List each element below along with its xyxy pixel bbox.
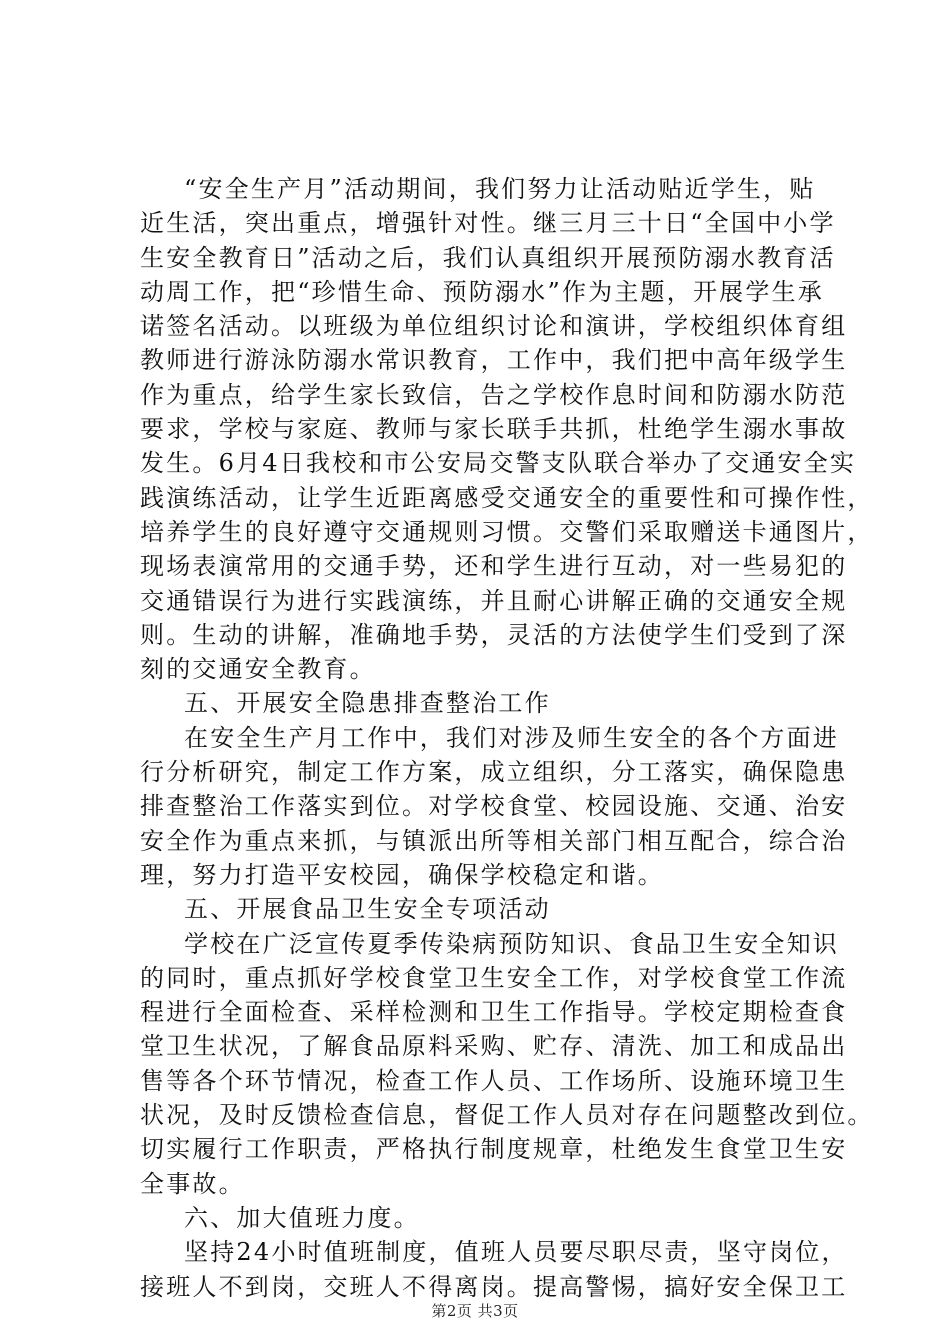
text-line: “安全生产月”活动期间，我们努力让活动贴近学生，贴 [184, 175, 816, 203]
text-line: 五、开展安全隐患排查整治工作 [184, 689, 551, 718]
text-line: 堂卫生状况，了解食品原料采购、贮存、清洗、加工和成品出 [140, 1032, 848, 1061]
text-line: 安全作为重点来抓，与镇派出所等相关部门相互配合，综合治 [140, 826, 848, 855]
text-line: 生安全教育日”活动之后，我们认真组织开展预防溺水教育活 [140, 243, 836, 272]
text-line: 教师进行游泳防溺水常识教育，工作中，我们把中高年级学生 [140, 346, 848, 375]
text-line: 则。生动的讲解，准确地手势，灵活的方法使学生们受到了深 [140, 620, 848, 649]
text-line: 刻的交通安全教育。 [140, 655, 376, 684]
text-line: 六、加大值班力度。 [184, 1203, 420, 1232]
text-line: 诺签名活动。以班级为单位组织讨论和演讲，学校组织体育组 [140, 312, 848, 341]
text-line: 的同时，重点抓好学校食堂卫生安全工作，对学校食堂工作流 [140, 963, 848, 992]
text-line: 动周工作，把“珍惜生命、预防溺水”作为主题，开展学生承 [140, 277, 824, 306]
text-line: 接班人不到岗，交班人不得离岗。提高警惕，搞好安全保卫工 [140, 1272, 848, 1301]
text-line: 程进行全面检查、采样检测和卫生工作指导。学校定期检查食 [140, 998, 848, 1027]
text-line: 切实履行工作职责，严格执行制度规章，杜绝发生食堂卫生安 [140, 1135, 848, 1164]
text-line: 学校在广泛宣传夏季传染病预防知识、食品卫生安全知识 [184, 929, 839, 958]
text-line: 五、开展食品卫生安全专项活动 [184, 895, 551, 924]
text-line: 践演练活动，让学生近距离感受交通安全的重要性和可操作性， [140, 483, 874, 512]
text-line: 在安全生产月工作中，我们对涉及师生安全的各个方面进 [184, 723, 839, 752]
text-line: 全事故。 [140, 1169, 245, 1198]
text-line: 培养学生的良好遵守交通规则习惯。交警们采取赠送卡通图片， [140, 517, 874, 546]
text-line: 作为重点，给学生家长致信，告之学校作息时间和防溺水防范 [140, 380, 848, 409]
text-line: 状况，及时反馈检查信息，督促工作人员对存在问题整改到位。 [140, 1101, 874, 1130]
document-body [140, 172, 874, 1304]
text-line: 现场表演常用的交通手势，还和学生进行互动，对一些易犯的 [140, 552, 848, 581]
page-footer: 第2页 共3页 [431, 1302, 519, 1320]
text-line: 近生活，突出重点，增强针对性。继三月三十日“全国中小学 [140, 209, 836, 238]
text-line: 发生。6月4日我校和市公安局交警支队联合举办了交通安全实 [140, 449, 857, 478]
text-line: 坚持24小时值班制度，值班人员要尽职尽责，坚守岗位， [184, 1238, 848, 1267]
text-line: 行分析研究，制定工作方案，成立组织，分工落实，确保隐患 [140, 758, 848, 787]
text-line: 排查整治工作落实到位。对学校食堂、校园设施、交通、治安 [140, 792, 848, 821]
text-line: 售等各个环节情况，检查工作人员、工作场所、设施环境卫生 [140, 1066, 848, 1095]
text-line: 交通错误行为进行实践演练，并且耐心讲解正确的交通安全规 [140, 586, 848, 615]
text-line: 理，努力打造平安校园，确保学校稳定和谐。 [140, 860, 664, 889]
text-line: 要求，学校与家庭、教师与家长联手共抓，杜绝学生溺水事故 [140, 415, 848, 444]
